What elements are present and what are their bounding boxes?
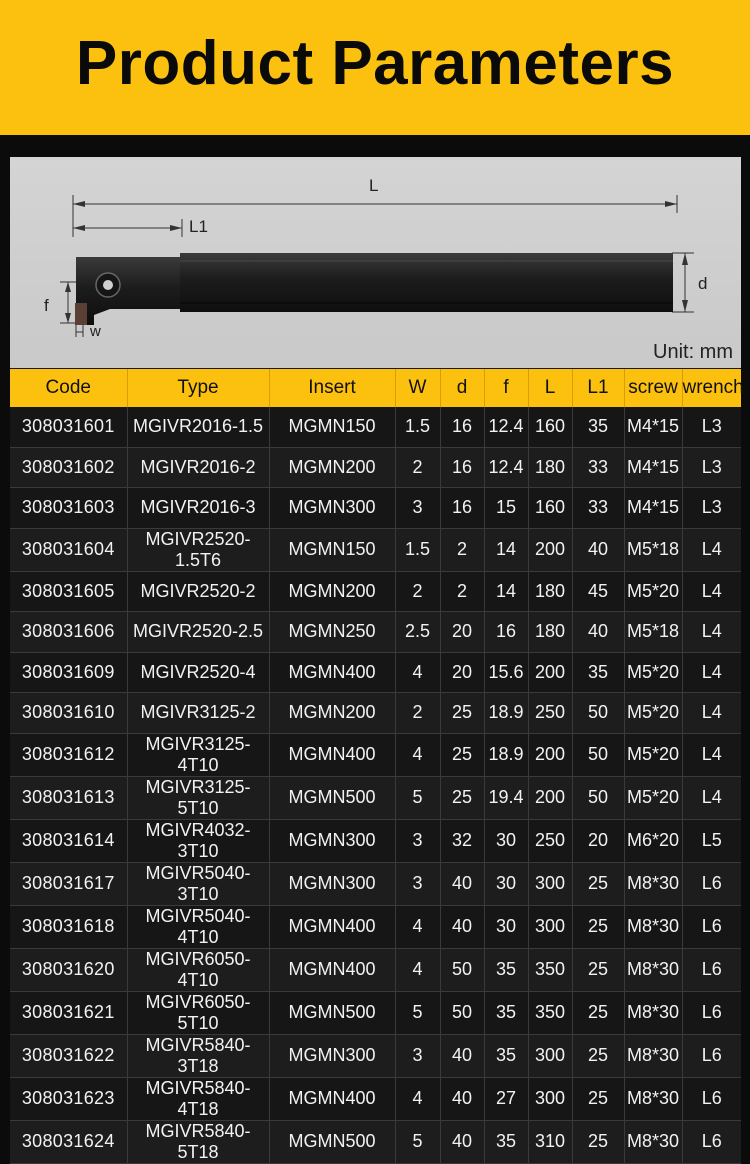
insert: [75, 303, 87, 325]
cell-l1: 25: [572, 862, 624, 905]
cell-l: 200: [528, 776, 572, 819]
cell-wrench: L4: [682, 612, 741, 653]
cell-type: MGIVR4032-3T10: [127, 819, 269, 862]
cell-l1: 40: [572, 528, 624, 571]
cell-screw: M5*18: [624, 612, 682, 653]
cell-wrench: L3: [682, 407, 741, 447]
cell-type: MGIVR5840-4T18: [127, 1077, 269, 1120]
cell-f: 14: [484, 528, 528, 571]
cell-f: 30: [484, 862, 528, 905]
cell-d: 32: [440, 819, 484, 862]
cell-insert: MGMN400: [269, 733, 395, 776]
cell-type: MGIVR2520-4: [127, 652, 269, 693]
cell-screw: M8*30: [624, 1034, 682, 1077]
cell-d: 40: [440, 1034, 484, 1077]
cell-type: MGIVR2520-1.5T6: [127, 528, 269, 571]
cell-w: 5: [395, 776, 440, 819]
cell-insert: MGMN300: [269, 819, 395, 862]
cell-d: 20: [440, 652, 484, 693]
table-row: [10, 693, 741, 734]
cell-l1: 45: [572, 571, 624, 612]
cell-insert: MGMN200: [269, 447, 395, 488]
header-l1: L1: [572, 369, 624, 407]
cell-l: 250: [528, 819, 572, 862]
tool-diagram: [10, 157, 741, 368]
cell-code: 308031623: [10, 1077, 127, 1120]
cell-code: 308031601: [10, 407, 127, 447]
cell-d: 25: [440, 776, 484, 819]
cell-type: MGIVR2520-2.5: [127, 612, 269, 653]
cell-l: 180: [528, 571, 572, 612]
cell-wrench: L6: [682, 991, 741, 1034]
title-banner: [0, 0, 750, 135]
cell-f: 15.6: [484, 652, 528, 693]
cell-l: 160: [528, 407, 572, 447]
table-body: [10, 407, 741, 1163]
cell-l: 300: [528, 1034, 572, 1077]
cell-d: 25: [440, 693, 484, 734]
cell-f: 27: [484, 1077, 528, 1120]
cell-l1: 40: [572, 612, 624, 653]
cell-insert: MGMN500: [269, 991, 395, 1034]
cell-screw: M8*30: [624, 991, 682, 1034]
cell-f: 16: [484, 612, 528, 653]
cell-f: 18.9: [484, 733, 528, 776]
cell-wrench: L4: [682, 528, 741, 571]
table-row: [10, 528, 741, 571]
cell-type: MGIVR5840-3T18: [127, 1034, 269, 1077]
cell-insert: MGMN250: [269, 612, 395, 653]
cell-d: 2: [440, 528, 484, 571]
cell-f: 18.9: [484, 693, 528, 734]
label-w: w: [90, 323, 101, 340]
cell-code: 308031606: [10, 612, 127, 653]
cell-code: 308031618: [10, 905, 127, 948]
table-row: [10, 733, 741, 776]
table-header-row: [10, 369, 741, 407]
cell-w: 3: [395, 819, 440, 862]
cell-type: MGIVR3125-5T10: [127, 776, 269, 819]
cell-screw: M8*30: [624, 862, 682, 905]
cell-code: 308031617: [10, 862, 127, 905]
tool-head: [76, 257, 180, 325]
table-row: [10, 612, 741, 653]
table-row: [10, 862, 741, 905]
cell-wrench: L4: [682, 571, 741, 612]
cell-d: 50: [440, 948, 484, 991]
cell-l: 310: [528, 1120, 572, 1163]
cell-wrench: L6: [682, 1077, 741, 1120]
cell-w: 2: [395, 571, 440, 612]
cell-wrench: L4: [682, 693, 741, 734]
cell-l1: 25: [572, 1077, 624, 1120]
cell-d: 16: [440, 447, 484, 488]
cell-l: 300: [528, 862, 572, 905]
cell-wrench: L4: [682, 733, 741, 776]
cell-insert: MGMN400: [269, 652, 395, 693]
cell-screw: M5*20: [624, 733, 682, 776]
cell-code: 308031622: [10, 1034, 127, 1077]
cell-type: MGIVR2520-2: [127, 571, 269, 612]
table-row: [10, 488, 741, 529]
cell-l1: 33: [572, 488, 624, 529]
cell-code: 308031624: [10, 1120, 127, 1163]
cell-l1: 50: [572, 693, 624, 734]
cell-d: 40: [440, 1120, 484, 1163]
table-row: [10, 1077, 741, 1120]
cell-screw: M6*20: [624, 819, 682, 862]
cell-insert: MGMN400: [269, 1077, 395, 1120]
cell-code: 308031613: [10, 776, 127, 819]
cell-d: 50: [440, 991, 484, 1034]
cell-w: 4: [395, 1077, 440, 1120]
cell-w: 2: [395, 447, 440, 488]
cell-w: 4: [395, 652, 440, 693]
cell-d: 25: [440, 733, 484, 776]
cell-d: 40: [440, 1077, 484, 1120]
cell-f: 35: [484, 991, 528, 1034]
cell-wrench: L6: [682, 905, 741, 948]
header-l: L: [528, 369, 572, 407]
cell-code: 308031612: [10, 733, 127, 776]
cell-type: MGIVR5040-4T10: [127, 905, 269, 948]
cell-insert: MGMN300: [269, 1034, 395, 1077]
cell-screw: M8*30: [624, 948, 682, 991]
cell-f: 30: [484, 905, 528, 948]
parameters-table: [10, 369, 744, 1164]
cell-l: 180: [528, 612, 572, 653]
cell-l1: 25: [572, 948, 624, 991]
cell-insert: MGMN200: [269, 571, 395, 612]
cell-f: 14: [484, 571, 528, 612]
page-title: Product Parameters: [75, 29, 675, 98]
cell-w: 5: [395, 991, 440, 1034]
header-w: W: [395, 369, 440, 407]
cell-w: 1.5: [395, 407, 440, 447]
cell-type: MGIVR2016-2: [127, 447, 269, 488]
table-row: [10, 991, 741, 1034]
cell-wrench: L4: [682, 776, 741, 819]
cell-w: 3: [395, 488, 440, 529]
header-d: d: [440, 369, 484, 407]
cell-insert: MGMN150: [269, 528, 395, 571]
label-f: f: [44, 296, 49, 315]
cell-f: 12.4: [484, 407, 528, 447]
cell-l1: 25: [572, 1034, 624, 1077]
label-d: d: [698, 274, 708, 293]
cell-screw: M5*20: [624, 693, 682, 734]
cell-l1: 25: [572, 905, 624, 948]
label-l: L: [369, 176, 379, 195]
cell-d: 2: [440, 571, 484, 612]
cell-code: 308031609: [10, 652, 127, 693]
header-code: Code: [10, 369, 127, 407]
cell-code: 308031603: [10, 488, 127, 529]
cell-wrench: L6: [682, 1120, 741, 1163]
cell-screw: M5*20: [624, 776, 682, 819]
cell-type: MGIVR5840-5T18: [127, 1120, 269, 1163]
cell-l: 250: [528, 693, 572, 734]
header-screw: screw: [624, 369, 682, 407]
cell-insert: MGMN200: [269, 693, 395, 734]
cell-screw: M8*30: [624, 1120, 682, 1163]
cell-l1: 33: [572, 447, 624, 488]
cell-wrench: L3: [682, 488, 741, 529]
cell-l: 300: [528, 905, 572, 948]
cell-l1: 25: [572, 1120, 624, 1163]
cell-l1: 35: [572, 652, 624, 693]
cell-w: 4: [395, 733, 440, 776]
cell-insert: MGMN500: [269, 776, 395, 819]
cell-type: MGIVR5040-3T10: [127, 862, 269, 905]
table-row: [10, 1034, 741, 1077]
cell-type: MGIVR6050-4T10: [127, 948, 269, 991]
cell-l1: 25: [572, 991, 624, 1034]
cell-l: 200: [528, 733, 572, 776]
cell-l: 350: [528, 948, 572, 991]
cell-screw: M4*15: [624, 488, 682, 529]
cell-insert: MGMN150: [269, 407, 395, 447]
cell-code: 308031604: [10, 528, 127, 571]
cell-type: MGIVR3125-2: [127, 693, 269, 734]
table-row: [10, 819, 741, 862]
header-wrench: wrench: [682, 369, 741, 407]
cell-insert: MGMN400: [269, 905, 395, 948]
cell-w: 4: [395, 948, 440, 991]
cell-insert: MGMN400: [269, 948, 395, 991]
cell-code: 308031605: [10, 571, 127, 612]
cell-l1: 50: [572, 776, 624, 819]
cell-l: 350: [528, 991, 572, 1034]
table-row: [10, 407, 741, 447]
table-row: [10, 447, 741, 488]
cell-wrench: L6: [682, 948, 741, 991]
label-l1: L1: [189, 217, 208, 236]
cell-d: 20: [440, 612, 484, 653]
cell-wrench: L4: [682, 652, 741, 693]
cell-l: 200: [528, 528, 572, 571]
cell-f: 35: [484, 948, 528, 991]
cell-type: MGIVR2016-1.5: [127, 407, 269, 447]
cell-code: 308031602: [10, 447, 127, 488]
cell-screw: M4*15: [624, 407, 682, 447]
cell-insert: MGMN300: [269, 488, 395, 529]
cell-screw: M8*30: [624, 1077, 682, 1120]
cell-l: 200: [528, 652, 572, 693]
cell-d: 40: [440, 862, 484, 905]
table-row: [10, 905, 741, 948]
table-row: [10, 571, 741, 612]
cell-f: 19.4: [484, 776, 528, 819]
cell-screw: M5*20: [624, 652, 682, 693]
cell-wrench: L5: [682, 819, 741, 862]
cell-l: 180: [528, 447, 572, 488]
cell-wrench: L6: [682, 1034, 741, 1077]
cell-screw: M5*18: [624, 528, 682, 571]
unit-label: Unit: mm: [653, 341, 733, 363]
cell-code: 308031621: [10, 991, 127, 1034]
cell-l1: 35: [572, 407, 624, 447]
table-row: [10, 1120, 741, 1163]
cell-f: 15: [484, 488, 528, 529]
cell-insert: MGMN500: [269, 1120, 395, 1163]
cell-d: 16: [440, 488, 484, 529]
cell-w: 4: [395, 905, 440, 948]
cell-type: MGIVR6050-5T10: [127, 991, 269, 1034]
cell-type: MGIVR2016-3: [127, 488, 269, 529]
table-row: [10, 652, 741, 693]
cell-code: 308031614: [10, 819, 127, 862]
cell-type: MGIVR3125-4T10: [127, 733, 269, 776]
cell-d: 40: [440, 905, 484, 948]
cell-code: 308031610: [10, 693, 127, 734]
cell-insert: MGMN300: [269, 862, 395, 905]
cell-screw: M4*15: [624, 447, 682, 488]
cell-code: 308031620: [10, 948, 127, 991]
cell-l1: 20: [572, 819, 624, 862]
cell-screw: M8*30: [624, 905, 682, 948]
cell-w: 3: [395, 862, 440, 905]
cell-w: 1.5: [395, 528, 440, 571]
cell-w: 5: [395, 1120, 440, 1163]
cell-l: 160: [528, 488, 572, 529]
header-f: f: [484, 369, 528, 407]
cell-f: 30: [484, 819, 528, 862]
table-row: [10, 776, 741, 819]
cell-screw: M5*20: [624, 571, 682, 612]
cell-f: 35: [484, 1034, 528, 1077]
cell-w: 2: [395, 693, 440, 734]
cell-wrench: L3: [682, 447, 741, 488]
cell-l1: 50: [572, 733, 624, 776]
cell-d: 16: [440, 407, 484, 447]
header-type: Type: [127, 369, 269, 407]
cell-f: 35: [484, 1120, 528, 1163]
table-row: [10, 948, 741, 991]
cell-wrench: L6: [682, 862, 741, 905]
cell-f: 12.4: [484, 447, 528, 488]
cell-w: 3: [395, 1034, 440, 1077]
cell-l: 300: [528, 1077, 572, 1120]
cell-w: 2.5: [395, 612, 440, 653]
header-insert: Insert: [269, 369, 395, 407]
